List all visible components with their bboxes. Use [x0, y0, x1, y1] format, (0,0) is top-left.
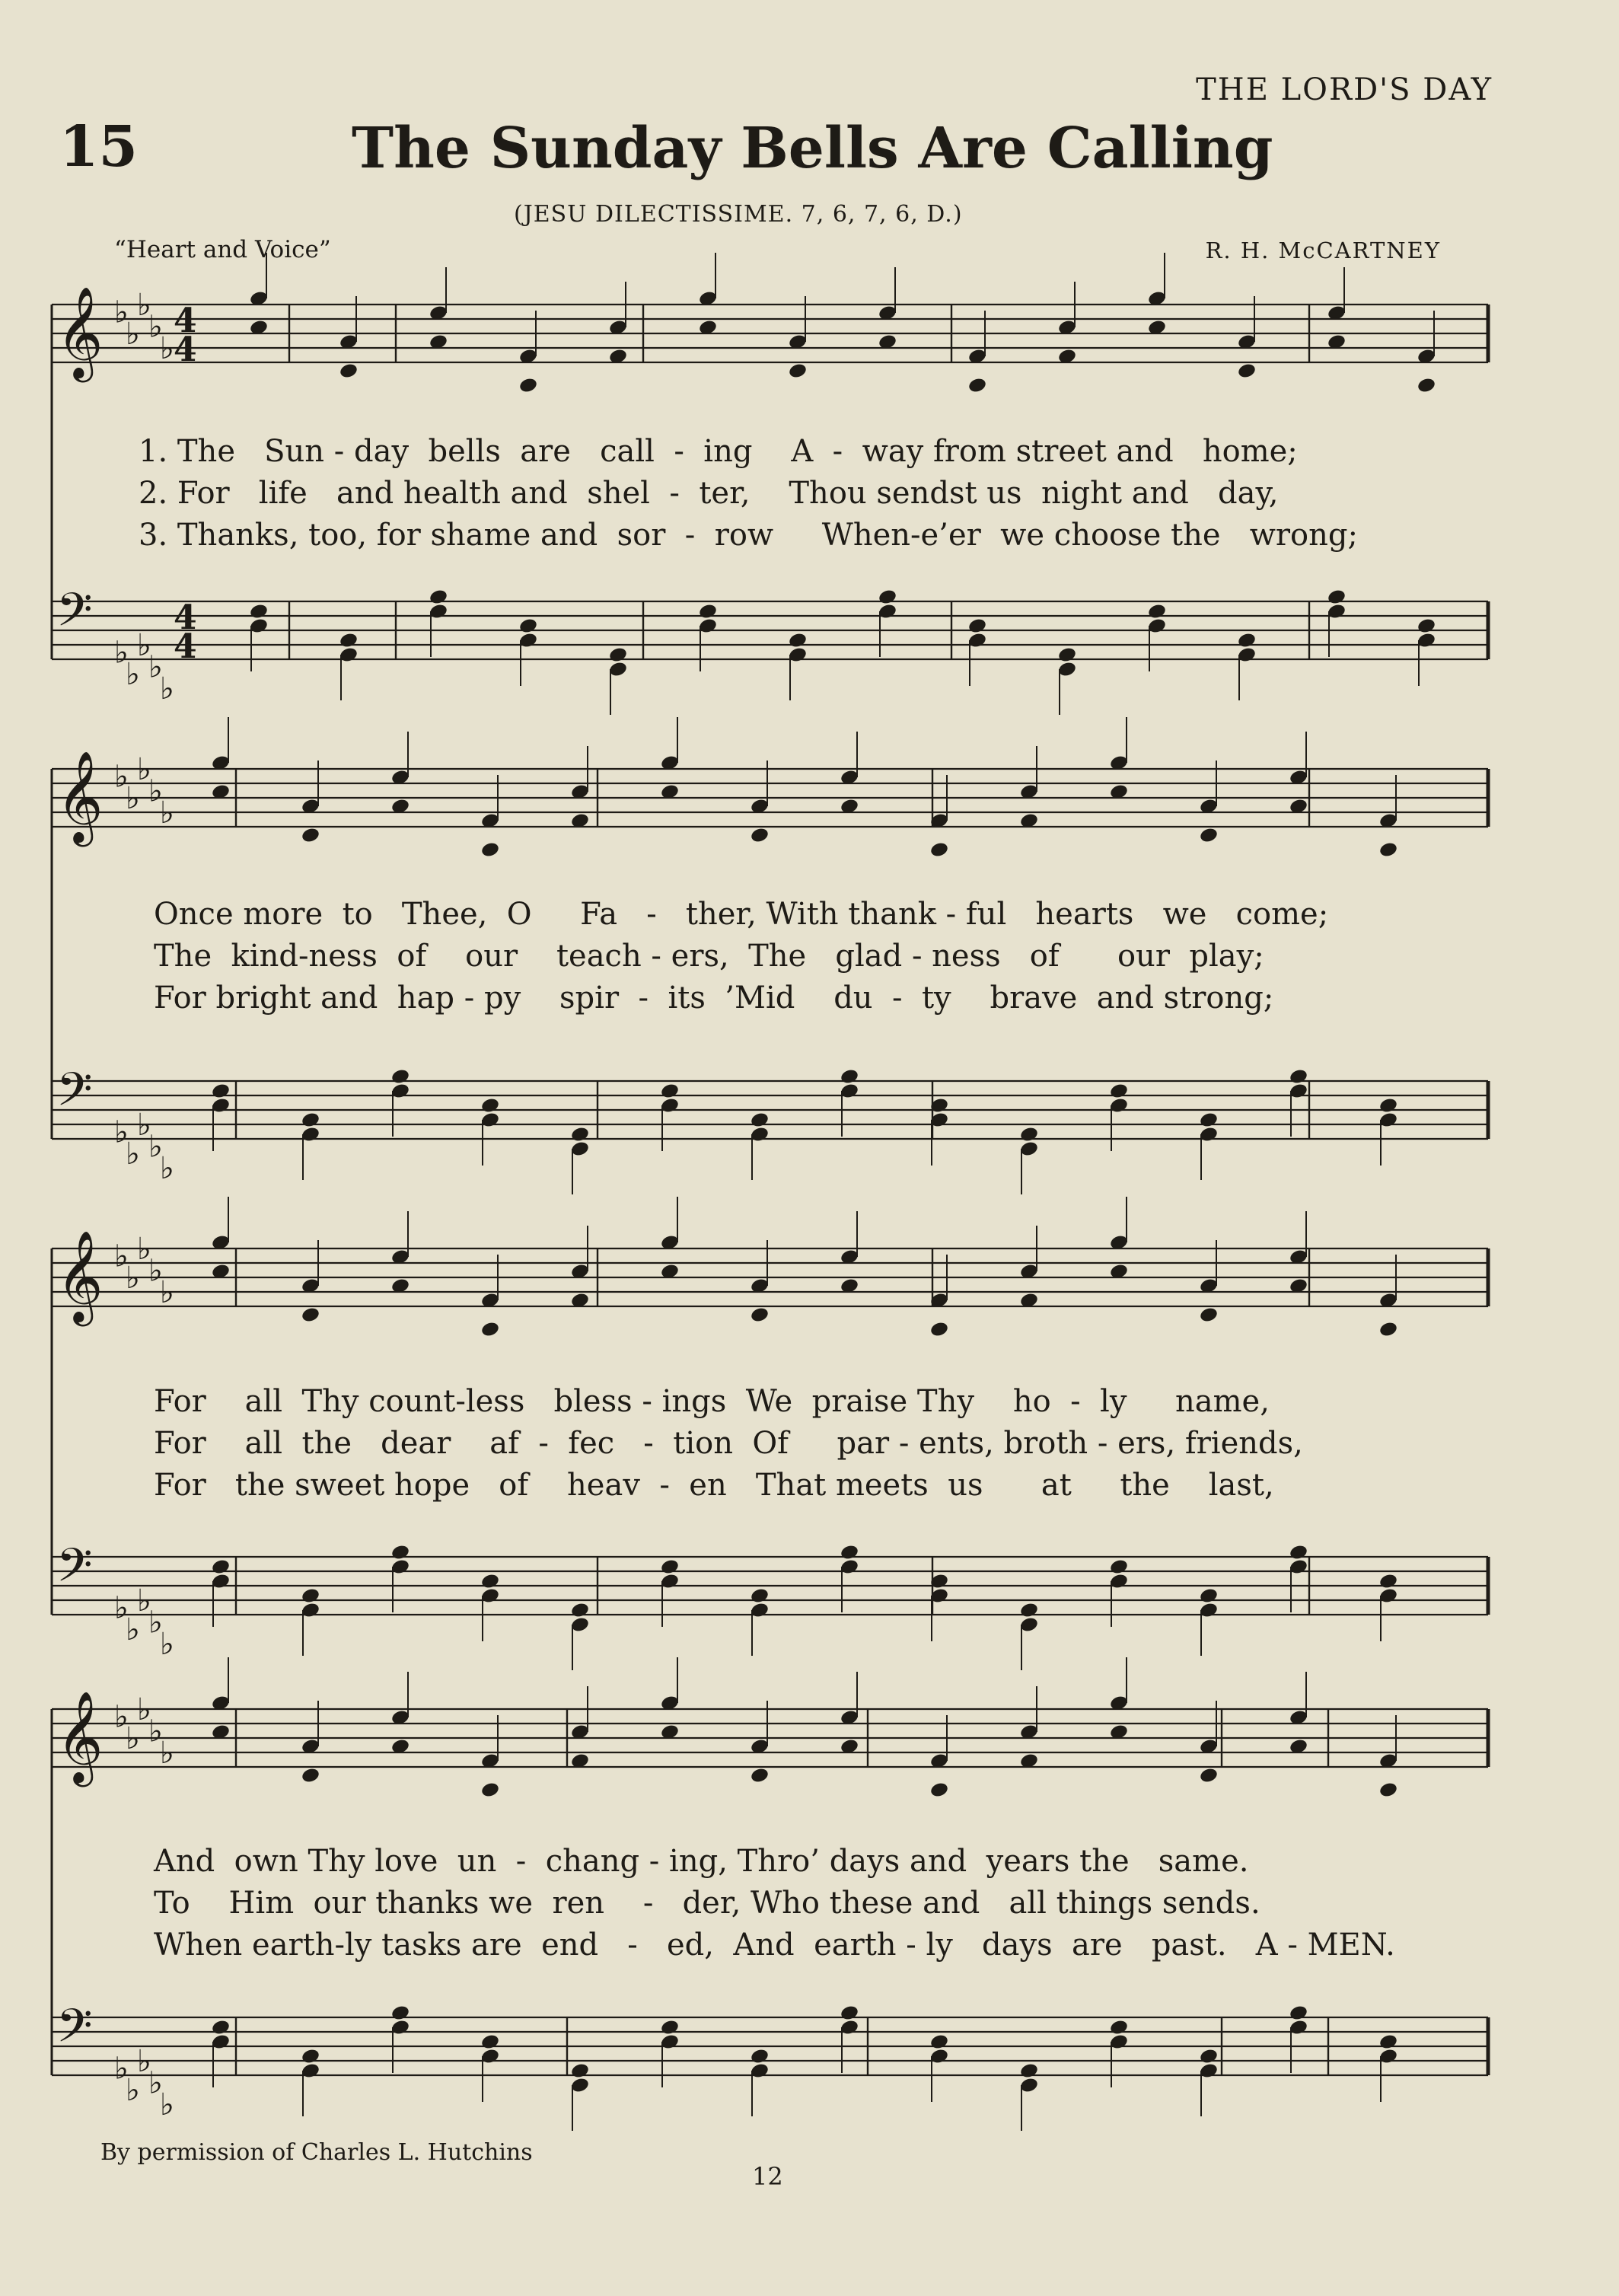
note-head [211, 1558, 231, 1576]
lyric-line: For the sweet hope of heav - en That meets us at the last, [154, 1468, 1274, 1503]
note-head [1109, 1558, 1129, 1576]
flat-sign: ♭ [148, 1129, 163, 1165]
flat-sign: ♭ [126, 781, 140, 816]
flat-sign: ♭ [148, 309, 163, 345]
lyric-line: 3. Thanks, too, for shame and sor - row When-e’er we choose the wrong; [139, 518, 1358, 553]
treble-clef: 𝄞 [56, 750, 104, 843]
note-head [480, 841, 500, 859]
note-head [1199, 827, 1219, 844]
note-head [1019, 2062, 1039, 2080]
note-head [570, 1602, 590, 1619]
flat-sign: ♭ [126, 317, 140, 352]
note-head [608, 646, 628, 664]
note-head [750, 1587, 770, 1605]
flat-sign: ♭ [137, 2044, 151, 2079]
treble-clef: 𝄞 [56, 285, 104, 378]
flat-sign: ♭ [114, 1115, 129, 1150]
page-number: 12 [752, 2162, 783, 2191]
flat-sign: ♭ [160, 796, 174, 831]
note-head [1147, 603, 1167, 620]
note-head [1417, 377, 1436, 394]
flat-sign: ♭ [137, 752, 151, 787]
note-head [840, 1544, 859, 1561]
flat-sign: ♭ [137, 288, 151, 323]
note-head [1327, 588, 1347, 606]
note-head [1019, 1602, 1039, 1619]
note-head [1289, 1544, 1308, 1561]
note-head [301, 1306, 320, 1324]
note-head [301, 1587, 320, 1605]
flat-sign: ♭ [137, 1108, 151, 1143]
note-head [660, 1558, 680, 1576]
note-head [788, 632, 808, 649]
flat-sign: ♭ [126, 2073, 140, 2108]
note-head [660, 2019, 680, 2036]
flat-sign: ♭ [148, 1253, 163, 1289]
flat-sign: ♭ [160, 2087, 174, 2122]
note-head [301, 2048, 320, 2065]
note-head [339, 632, 359, 649]
composer: R. H. McCARTNEY [1205, 238, 1441, 263]
note-head [1109, 1083, 1129, 1100]
note-head [929, 1321, 949, 1338]
flat-sign: ♭ [137, 1583, 151, 1618]
note-head [1109, 2019, 1129, 2036]
note-head [929, 2033, 949, 2051]
note-head [1199, 1306, 1219, 1324]
note-head [750, 2048, 770, 2065]
note-head [480, 2033, 500, 2051]
note-head [1199, 2048, 1219, 2065]
note-head [840, 2004, 859, 2022]
note-head [480, 1097, 500, 1115]
flat-sign: ♭ [148, 1605, 163, 1641]
flat-sign: ♭ [160, 331, 174, 366]
note-head [1417, 617, 1436, 635]
note-head [211, 2019, 231, 2036]
flat-sign: ♭ [126, 1612, 140, 1647]
lyric-line: For all the dear af - fec - tion Of par - ents, broth - ers, friends, [154, 1426, 1303, 1461]
note-head [929, 1781, 949, 1799]
note-head [698, 603, 718, 620]
note-head [570, 2062, 590, 2080]
note-head [339, 362, 359, 380]
lyric-line: And own Thy love un - chang - ing, Thro’ days and years the same. [154, 1844, 1249, 1879]
flat-sign: ♭ [114, 1239, 129, 1274]
time-signature-top: 4 [174, 598, 197, 637]
flat-sign: ♭ [137, 1232, 151, 1267]
lyric-line: When earth-ly tasks are end - ed, And earth - ly days are past. A - MEN. [154, 1928, 1395, 1963]
flat-sign: ♭ [148, 2065, 163, 2101]
flat-sign: ♭ [126, 657, 140, 692]
bass-clef: 𝄢 [56, 1999, 93, 2065]
flat-sign: ♭ [114, 295, 129, 330]
flat-sign: ♭ [126, 1721, 140, 1756]
flat-sign: ♭ [148, 649, 163, 685]
section-title: THE LORD'S DAY [1196, 72, 1493, 107]
note-head [480, 1781, 500, 1799]
flat-sign: ♭ [160, 1275, 174, 1310]
note-head [660, 1083, 680, 1100]
flat-sign: ♭ [114, 1699, 129, 1735]
flat-sign: ♭ [148, 773, 163, 809]
time-signature-top: 4 [174, 301, 197, 340]
note-head [967, 617, 987, 635]
lyric-line: For bright and hap - py spir - its ’Mid du - ty brave and strong; [154, 981, 1274, 1016]
note-head [1057, 646, 1077, 664]
note-head [1019, 1126, 1039, 1143]
note-head [788, 362, 808, 380]
note-head [249, 603, 269, 620]
note-head [390, 1068, 410, 1086]
flat-sign: ♭ [160, 671, 174, 706]
note-head [390, 1544, 410, 1561]
note-head [1289, 1068, 1308, 1086]
lyric-line: To Him our thanks we ren - der, Who these and all things sends. [154, 1886, 1260, 1921]
flat-sign: ♭ [114, 635, 129, 671]
treble-clef: 𝄞 [56, 1690, 104, 1783]
time-signature-bottom: 4 [174, 330, 197, 369]
flat-sign: ♭ [160, 1736, 174, 1771]
note-head [967, 377, 987, 394]
note-head [750, 1767, 770, 1784]
note-head [518, 617, 538, 635]
note-head [1378, 1573, 1398, 1590]
note-head [1378, 841, 1398, 859]
source-credit: “Heart and Voice” [114, 236, 331, 263]
note-head [750, 827, 770, 844]
note-head [301, 1767, 320, 1784]
note-head [1237, 362, 1257, 380]
note-head [840, 1068, 859, 1086]
note-head [929, 841, 949, 859]
note-head [1289, 2004, 1308, 2022]
note-head [429, 588, 448, 606]
note-head [301, 1111, 320, 1129]
tune-meter: (JESU DILECTISSIME. 7, 6, 7, 6, D.) [514, 201, 963, 228]
note-head [750, 1111, 770, 1129]
note-head [1378, 1321, 1398, 1338]
note-head [211, 1083, 231, 1100]
flat-sign: ♭ [137, 628, 151, 663]
flat-sign: ♭ [114, 1590, 129, 1626]
note-head [750, 1306, 770, 1324]
flat-sign: ♭ [126, 1261, 140, 1296]
note-head [1378, 2033, 1398, 2051]
bass-clef: 𝄢 [56, 583, 93, 649]
flat-sign: ♭ [160, 1627, 174, 1662]
note-head [570, 1126, 590, 1143]
lyric-line: 2. For life and health and shel - ter, Thou sendst us night and day, [139, 476, 1279, 511]
note-head [518, 377, 538, 394]
note-head [1378, 1781, 1398, 1799]
note-head [301, 827, 320, 844]
lyric-line: Once more to Thee, O Fa - ther, With thank - ful hearts we come; [154, 897, 1329, 932]
note-head [878, 588, 897, 606]
bass-clef: 𝄢 [56, 1539, 93, 1604]
permission-note: By permission of Charles L. Hutchins [100, 2139, 533, 2166]
note-head [1199, 1111, 1219, 1129]
hymn-title: The Sunday Bells Are Calling [352, 116, 1273, 181]
note-head [480, 1321, 500, 1338]
flat-sign: ♭ [160, 1151, 174, 1186]
time-signature-bottom: 4 [174, 627, 197, 666]
treble-clef: 𝄞 [56, 1229, 104, 1322]
note-head [390, 2004, 410, 2022]
flat-sign: ♭ [137, 1692, 151, 1727]
flat-sign: ♭ [148, 1714, 163, 1749]
lyric-line: For all Thy count-less bless - ings We praise Thy ho - ly name, [154, 1384, 1270, 1419]
note-head [1199, 1587, 1219, 1605]
note-head [1378, 1097, 1398, 1115]
note-head [1199, 1767, 1219, 1784]
bass-clef: 𝄢 [56, 1063, 93, 1128]
note-head [480, 1573, 500, 1590]
flat-sign: ♭ [114, 2051, 129, 2087]
lyric-line: The kind-ness of our teach - ers, The glad - ness of our play; [154, 939, 1264, 974]
hymn-number: 15 [59, 114, 138, 180]
flat-sign: ♭ [114, 759, 129, 795]
flat-sign: ♭ [126, 1137, 140, 1172]
note-head [1237, 632, 1257, 649]
lyric-line: 1. The Sun - day bells are call - ing A - way from street and home; [139, 434, 1298, 469]
